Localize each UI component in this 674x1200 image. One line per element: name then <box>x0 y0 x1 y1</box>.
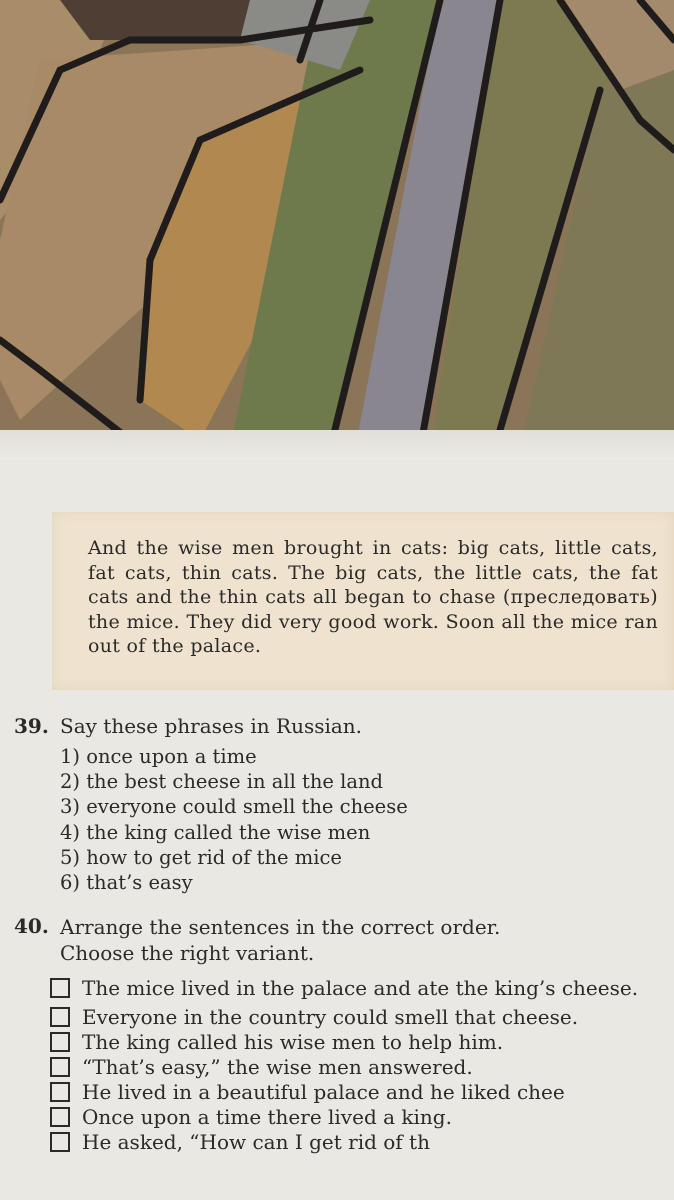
story-box <box>52 512 674 690</box>
exercise-40-title <box>60 914 500 966</box>
carpet-pattern <box>0 0 674 450</box>
exercise-40-number: 40. <box>14 914 49 938</box>
story-text <box>88 536 658 659</box>
exercise-40-title-line1: Arrange the sentences in the correct order. <box>60 915 501 939</box>
sentence-text: Everyone in the country could smell that cheese. <box>82 1005 579 1029</box>
sentence-item <box>50 1055 674 1080</box>
sentence-text: The king called his wise men to help him. <box>82 1030 504 1054</box>
sentence-text: He lived in a beautiful palace and he liked chee <box>82 1080 565 1104</box>
sentence-checkbox[interactable] <box>50 978 70 998</box>
sentence-item <box>50 1130 674 1155</box>
phrase-item: 4) the king called the wise men <box>60 820 371 844</box>
phrase-item: 2) the best cheese in all the land <box>60 770 384 794</box>
exercise-40-sentence-list <box>50 976 674 1155</box>
exercise-39-number: 39. <box>14 714 49 738</box>
carpet-background <box>0 0 674 450</box>
sentence-item <box>50 1080 674 1105</box>
phrase-item: 5) how to get rid of the mice <box>60 845 342 869</box>
story-text-after: the mice. They did very good work. Soon all the mice ran out of the palace. <box>88 610 658 657</box>
sentence-checkbox[interactable] <box>50 1057 70 1077</box>
phrase-item: 1) once upon a time <box>60 745 257 768</box>
sentence-item <box>50 1030 674 1055</box>
phrase-item: 6) that’s easy <box>60 871 193 895</box>
russian-gloss: (преследовать) <box>502 586 658 608</box>
sentence-checkbox[interactable] <box>50 1082 70 1102</box>
sentence-text: The mice lived in the palace and ate the king’s cheese. <box>82 976 639 1000</box>
phrase-item: 3) everyone could smell the cheese <box>60 795 408 819</box>
sentence-text: He asked, “How can I get rid of th <box>82 1130 430 1154</box>
sentence-checkbox[interactable] <box>50 1132 70 1152</box>
sentence-checkbox[interactable] <box>50 1107 70 1127</box>
sentence-text: “That’s easy,” the wise men answered. <box>82 1055 473 1079</box>
sentence-item <box>50 1105 674 1130</box>
story-text-before: And the wise men brought in cats: big cats, little cats, fat cats, thin cats. The big cats, the little cats, the fat cats and the thin cats all began to chase <box>88 537 658 608</box>
sentence-item <box>50 976 662 1001</box>
exercise-40-title-line2: Choose the right variant. <box>60 941 315 965</box>
exercise-39-title: Say these phrases in Russian. <box>60 714 363 738</box>
sentence-text: Once upon a time there lived a king. <box>82 1105 452 1129</box>
book-page <box>0 430 674 1200</box>
sentence-item <box>50 1005 674 1030</box>
sentence-checkbox[interactable] <box>50 1032 70 1052</box>
exercise-39-phrase-list <box>60 744 408 895</box>
sentence-checkbox[interactable] <box>50 1007 70 1027</box>
